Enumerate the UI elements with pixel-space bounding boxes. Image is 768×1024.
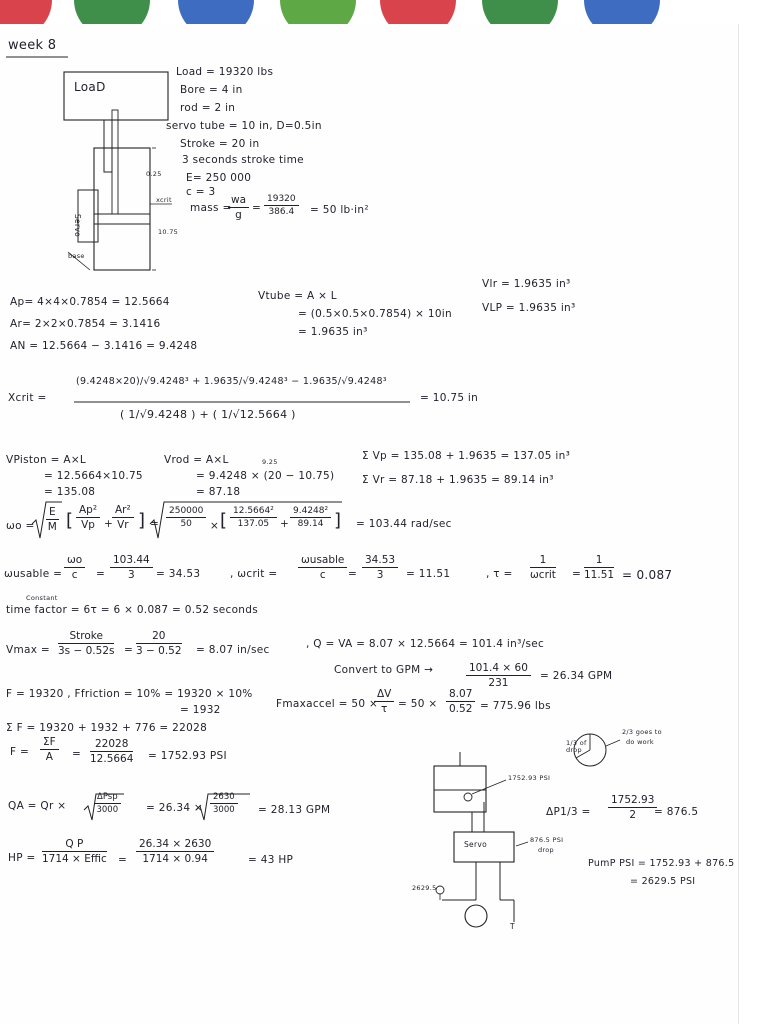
omega-vr: Vr: [117, 519, 129, 531]
pie-two-label-2: do work: [626, 738, 654, 746]
vtube-1: Vtube = A × L: [258, 290, 337, 302]
mass-f-num: wa: [228, 194, 249, 208]
hp-f1: [42, 838, 107, 865]
pie-two-label: 2/3 goes to: [622, 728, 662, 736]
sum-vp: Σ Vp = 135.08 + 1.9635 = 137.05 in³: [362, 450, 571, 462]
usable-lhs: ωusable =: [4, 568, 63, 580]
time-factor-small: Constant: [26, 594, 58, 602]
page-title: week 8: [8, 38, 57, 53]
usable-f6: [584, 554, 614, 581]
dp-den: 2: [629, 809, 637, 821]
omega-equals: =: [150, 518, 160, 530]
dim-xcrit: 10.75: [158, 228, 179, 236]
given-load: Load = 19320 lbs: [176, 66, 274, 78]
omega-ap-fraction: [76, 504, 100, 531]
flow-s2: [210, 792, 238, 815]
faccel-f2n: 8.07: [446, 688, 475, 702]
pump-gauge-value: 2629.5: [412, 884, 437, 892]
pressure-f1: [40, 736, 59, 763]
vrod-small: 9.25: [262, 458, 278, 466]
mass-den: 386.4: [268, 207, 295, 217]
flow-s1: [94, 792, 121, 815]
pie-third-label: 1/3 of drop: [566, 739, 587, 754]
faccel-lhs: Fmaxaccel = 50 ×: [276, 698, 379, 710]
flow-s2d: 3000: [213, 805, 235, 815]
faccel-f2d: 0.52: [449, 703, 473, 715]
vpiston-3: = 135.08: [44, 486, 96, 498]
omega-e: E: [46, 506, 59, 520]
pump-psi-1: PumP PSI = 1752.93 + 876.5: [588, 858, 735, 869]
usable-f5d: ωcrit: [530, 569, 556, 581]
faccel-eq: = 50 ×: [398, 698, 438, 710]
vmax-f1n: Stroke: [58, 630, 114, 644]
usable-f1d: c: [71, 569, 78, 581]
flow-s1n: ΔPsp: [94, 792, 121, 804]
omega-num-e: 250000: [166, 506, 206, 518]
usable-eq-c: =: [572, 568, 582, 580]
usable-f4d: 3: [376, 569, 384, 581]
omega-t2-fraction: [290, 506, 331, 529]
pressure-f2n: 22028: [90, 738, 133, 752]
usable-f2: [110, 554, 153, 581]
hp-f2d: 1714 × 0.94: [142, 853, 208, 865]
dp-fraction: [608, 794, 657, 821]
time-factor: time factor = 6τ = 6 × 0.087 = 0.52 seconds: [6, 604, 258, 616]
given-time: 3 seconds stroke time: [182, 154, 304, 166]
vlp: VLP = 1.9635 in³: [482, 302, 576, 314]
vmax-f2: [136, 630, 182, 657]
vrod-3: = 87.18: [196, 486, 241, 498]
given-stroke: Stroke = 20 in: [180, 138, 260, 150]
flow-mid: = 26.34 ×: [146, 802, 204, 814]
omega-ap2: Ap²: [76, 504, 100, 518]
usable-f6d: 11.51: [584, 569, 615, 581]
pressure-f1n: ΣF: [40, 736, 59, 750]
vlr: Vlr = 1.9635 in³: [482, 278, 571, 290]
gpm-den: 231: [488, 677, 509, 689]
usable-f1n: ωo: [64, 554, 85, 568]
servo-drop-2: drop: [538, 846, 554, 854]
mass-value-fraction: [264, 194, 299, 217]
dp-num: 1752.93: [608, 794, 657, 808]
omega-times: ×: [210, 520, 220, 532]
cylinder-pressure: 1752.93 PSI: [508, 774, 551, 782]
area-ar: Ar= 2×2×0.7854 = 3.1416: [10, 318, 161, 330]
omega-t1n: 12.5664²: [230, 506, 277, 518]
vpiston-2: = 12.5664×10.75: [44, 470, 143, 482]
hp-f1n: Q P: [42, 838, 107, 852]
omega-num-fraction: [166, 506, 206, 529]
xcrit-numerator: (9.4248×20)/√9.4248³ + 1.9635/√9.4248³ − 1.9635/√9.4248³: [76, 376, 387, 387]
omega-num-m: 50: [180, 519, 192, 529]
usable-f2d: 3: [128, 569, 135, 581]
omega-t1d: 137.05: [237, 519, 270, 529]
usable-eq-b: =: [348, 568, 358, 580]
usable-f3: [298, 554, 347, 581]
flow-result: = 28.13 GPM: [258, 804, 331, 816]
servo-label: Servo: [73, 214, 82, 237]
dim-top: 0.25: [146, 170, 162, 178]
force-f: F = 19320 , Ffriction = 10% = 19320 × 10%: [6, 688, 253, 700]
omega-plus: +: [104, 518, 114, 530]
usable-f5n: 1: [530, 554, 556, 568]
vmax-f2n: 20: [136, 630, 182, 644]
hp-f2n: 26.34 × 2630: [136, 838, 214, 852]
omega-em-fraction: [46, 506, 59, 533]
xcrit-label: xcrit: [156, 196, 172, 204]
pump-psi-2: = 2629.5 PSI: [630, 876, 696, 887]
usable-eq-a: =: [96, 568, 106, 580]
dp-result: = 876.5: [654, 806, 699, 818]
area-ap: Ap= 4×4×0.7854 = 12.5664: [10, 296, 170, 308]
omega-plus2: +: [280, 518, 290, 530]
given-bore: Bore = 4 in: [180, 84, 243, 96]
pressure-lhs: F =: [10, 746, 30, 758]
faccel-f1: [374, 688, 394, 715]
mass-equals: =: [252, 202, 262, 214]
vrod-2: = 9.4248 × (20 − 10.75): [196, 470, 335, 482]
xcrit-result: = 10.75 in: [420, 392, 479, 404]
mass-num: 19320: [264, 194, 299, 206]
usable-f4n: 34.53: [362, 554, 398, 568]
omega-t2d: 89.14: [297, 519, 324, 529]
faccel-f1n: ΔV: [374, 688, 394, 702]
usable-f6n: 1: [584, 554, 614, 568]
mass-f-den: g: [235, 209, 242, 221]
usable-eq3: = 0.087: [622, 568, 673, 582]
omega-ar-fraction: [112, 504, 134, 531]
mass-formula-fraction: [228, 194, 249, 221]
usable-f4: [362, 554, 398, 581]
wcrit-lhs: , ωcrit =: [230, 568, 278, 580]
gpm-num: 101.4 × 60: [466, 662, 531, 676]
gpm-result: = 26.34 GPM: [540, 670, 613, 682]
xcrit-lhs: Xcrit =: [8, 392, 47, 404]
servo-box-label: Servo: [464, 840, 487, 849]
omega-bracket-open: [: [66, 510, 74, 531]
given-servo-tube: servo tube = 10 in, D=0.5in: [166, 120, 322, 132]
vmax-f1: [58, 630, 114, 657]
given-c: c = 3: [186, 186, 216, 198]
gpm-fraction: [466, 662, 531, 689]
given-rod: rod = 2 in: [180, 102, 236, 114]
flow-s1d: 3000: [96, 805, 119, 815]
area-an: AN = 12.5664 − 3.1416 = 9.4248: [10, 340, 198, 352]
usable-f3n: ωusable: [298, 554, 347, 568]
vpiston-1: VPiston = A×L: [6, 454, 87, 466]
vmax-result: = 8.07 in/sec: [196, 644, 270, 656]
omega-result: = 103.44 rad/sec: [356, 518, 452, 530]
mass-lhs: mass =: [190, 202, 232, 214]
faccel-f2: [446, 688, 475, 715]
usable-f1: [64, 554, 85, 581]
q-calc: , Q = VA = 8.07 × 12.5664 = 101.4 in³/sec: [306, 638, 545, 650]
omega-m: M: [47, 521, 57, 533]
vrod-1: Vrod = A×L: [164, 454, 229, 466]
usable-eq1: = 34.53: [156, 568, 201, 580]
omega-t1-fraction: [230, 506, 277, 529]
pressure-f2d: 12.5664: [90, 753, 134, 765]
pressure-f2: [90, 738, 133, 765]
usable-f5: [530, 554, 556, 581]
servo-drop: 876.5 PSI: [530, 836, 564, 844]
faccel-result: = 775.96 lbs: [480, 700, 551, 712]
pressure-f1d: A: [45, 751, 53, 763]
vtube-2: = (0.5×0.5×0.7854) × 10in: [298, 308, 452, 320]
faccel-f1d: τ: [381, 703, 388, 715]
hp-f1d: 1714 × Effic: [42, 853, 107, 865]
hp-lhs: HP =: [8, 852, 36, 864]
sum-vr: Σ Vr = 87.18 + 1.9635 = 89.14 in³: [362, 474, 554, 486]
vmax-lhs: Vmax =: [6, 644, 50, 656]
omega-ar2: Ar²: [112, 504, 134, 518]
omega-bracket-close: ]: [138, 510, 146, 531]
xcrit-denominator: ( 1/√9.4248 ) + ( 1/√12.5664 ): [120, 408, 296, 421]
convert-label: Convert to GPM →: [334, 664, 434, 676]
hp-result: = 43 HP: [248, 854, 294, 866]
usable-f2n: 103.44: [110, 554, 153, 568]
omega-bracket2-close: ]: [334, 510, 342, 531]
load-label: LoaD: [74, 80, 106, 94]
pressure-eq: =: [72, 748, 82, 760]
bottom-label: base: [68, 252, 85, 260]
flow-s2n: 2630: [210, 792, 238, 804]
usable-eq2: = 11.51: [406, 568, 451, 580]
vmax-f2d: 3 − 0.52: [136, 645, 182, 657]
dp-lhs: ΔP1/3 =: [546, 806, 591, 818]
omega-lhs: ωo =: [6, 520, 35, 532]
given-e: E= 250 000: [186, 172, 252, 184]
force-sum: Σ F = 19320 + 1932 + 776 = 22028: [6, 722, 208, 734]
vmax-f1d: 3s − 0.52s: [58, 645, 115, 657]
force-f2: = 1932: [180, 704, 221, 716]
vtube-3: = 1.9635 in³: [298, 326, 368, 338]
tank-label: T: [510, 922, 515, 931]
omega-vp: Vp: [81, 519, 95, 531]
mass-result: = 50 lb·in²: [310, 204, 369, 216]
tau-lhs: , τ =: [486, 568, 513, 580]
omega-bracket2-open: [: [220, 510, 228, 531]
usable-f3d: c: [319, 569, 326, 581]
notebook-page: [0, 24, 739, 1024]
vmax-eq: =: [124, 644, 134, 656]
flow-lhs: QA = Qr ×: [8, 800, 67, 812]
hp-eq: =: [118, 854, 128, 866]
pressure-result: = 1752.93 PSI: [148, 750, 227, 762]
omega-t2n: 9.4248²: [290, 506, 331, 518]
hp-f2: [136, 838, 214, 865]
